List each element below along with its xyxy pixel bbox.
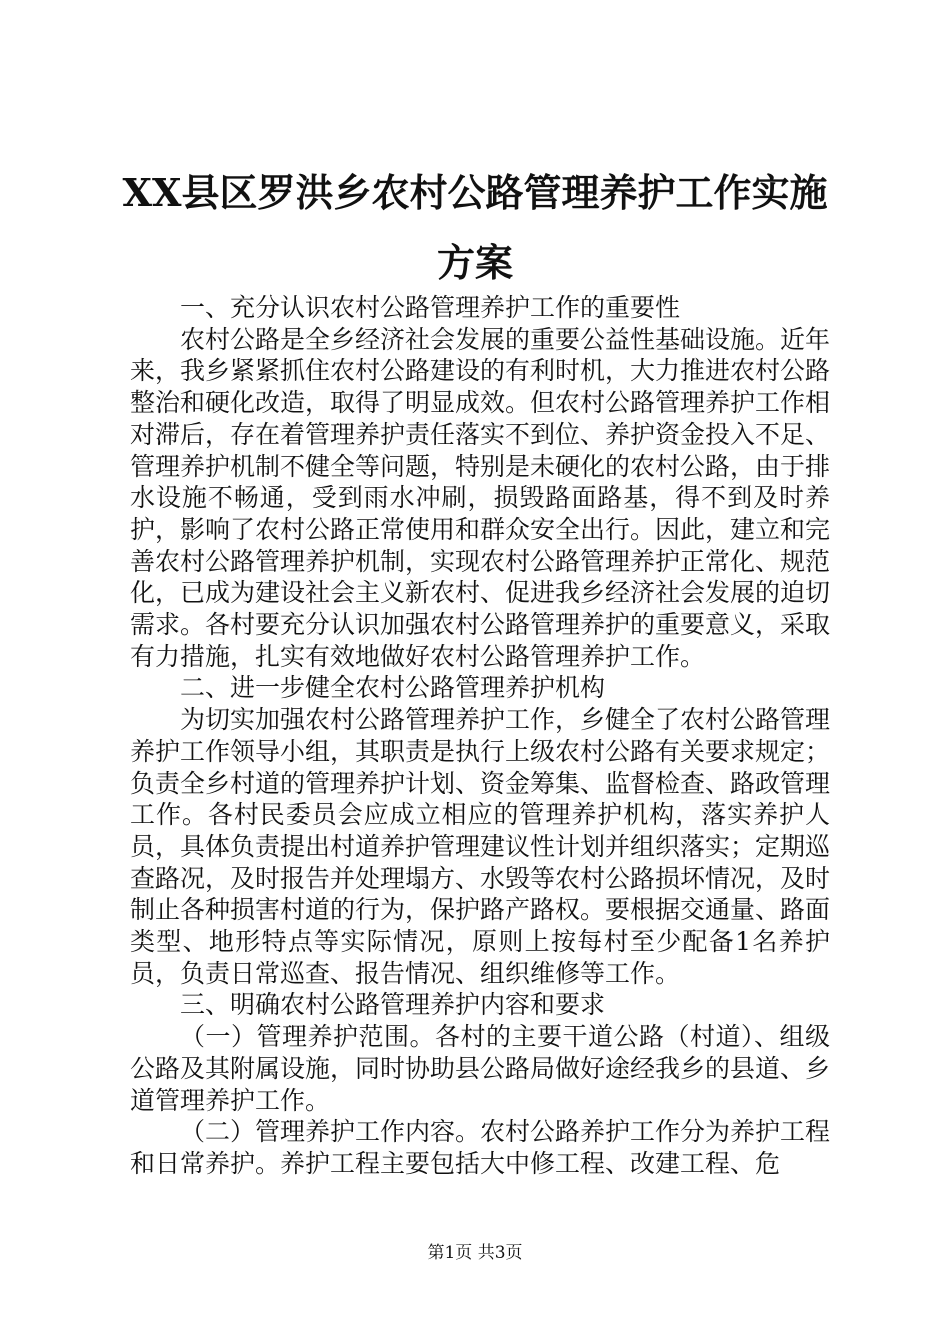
- section-2-paragraph-1: 为切实加强农村公路管理养护工作，乡健全了农村公路管理养护工作领导小组，其职责是执行上级农村公路有关要求规定；负责全乡村道的管理养护计划、资金筹集、监督检查、路政管理工作。各村民委员会应成立相应的管理养护机构，落实养护人员，具体负责提出村道养护管理建议性计划并组织落实；定期巡查路况，及时报告并处理塌方、水毁等农村公路损坏情况，及时制止各种损害村道的行为，保护路产路权。要根据交通量、路面类型、地形特点等实际情况，原则上按每村至少配备1名养护员，负责日常巡查、报告情况、组织维修等工作。: [130, 705, 831, 988]
- document-body: [130, 292, 830, 1180]
- section-3-paragraph-2: （二）管理养护工作内容。农村公路养护工作分为养护工程和日常养护。养护工程主要包括大中修工程、改建工程、危: [130, 1117, 831, 1178]
- section-heading-2: 二、进一步健全农村公路管理养护机构: [180, 673, 606, 703]
- section-3-paragraph-1: （一）管理养护范围。各村的主要干道公路（村道）、组级公路及其附属设施，同时协助县公路局做好途经我乡的县道、乡道管理养护工作。: [130, 1022, 831, 1115]
- document-title: XX县区罗洪乡农村公路管理养护工作实施方案: [122, 170, 828, 285]
- page-footer: 第1页 共3页: [427, 1243, 523, 1263]
- section-heading-3: 三、明确农村公路管理养护内容和要求: [180, 990, 606, 1020]
- section-1-paragraph-1: 农村公路是全乡经济社会发展的重要公益性基础设施。近年来，我乡紧紧抓住农村公路建设的有利时机，大力推进农村公路整治和硬化改造，取得了明显成效。但农村公路管理养护工作相对滞后，存在着管理养护责任落实不到位、养护资金投入不足、管理养护机制不健全等问题，特别是未硬化的农村公路，由于排水设施不畅通，受到雨水冲刷，损毁路面路基，得不到及时养护，影响了农村公路正常使用和群众安全出行。因此，建立和完善农村公路管理养护机制，实现农村公路管理养护正常化、规范化，已成为建设社会主义新农村、促进我乡经济社会发展的迫切需求。各村要充分认识加强农村公路管理养护的重要意义，采取有力措施，扎实有效地做好农村公路管理养护工作。: [130, 324, 831, 671]
- section-heading-1: 一、充分认识农村公路管理养护工作的重要性: [180, 293, 681, 322]
